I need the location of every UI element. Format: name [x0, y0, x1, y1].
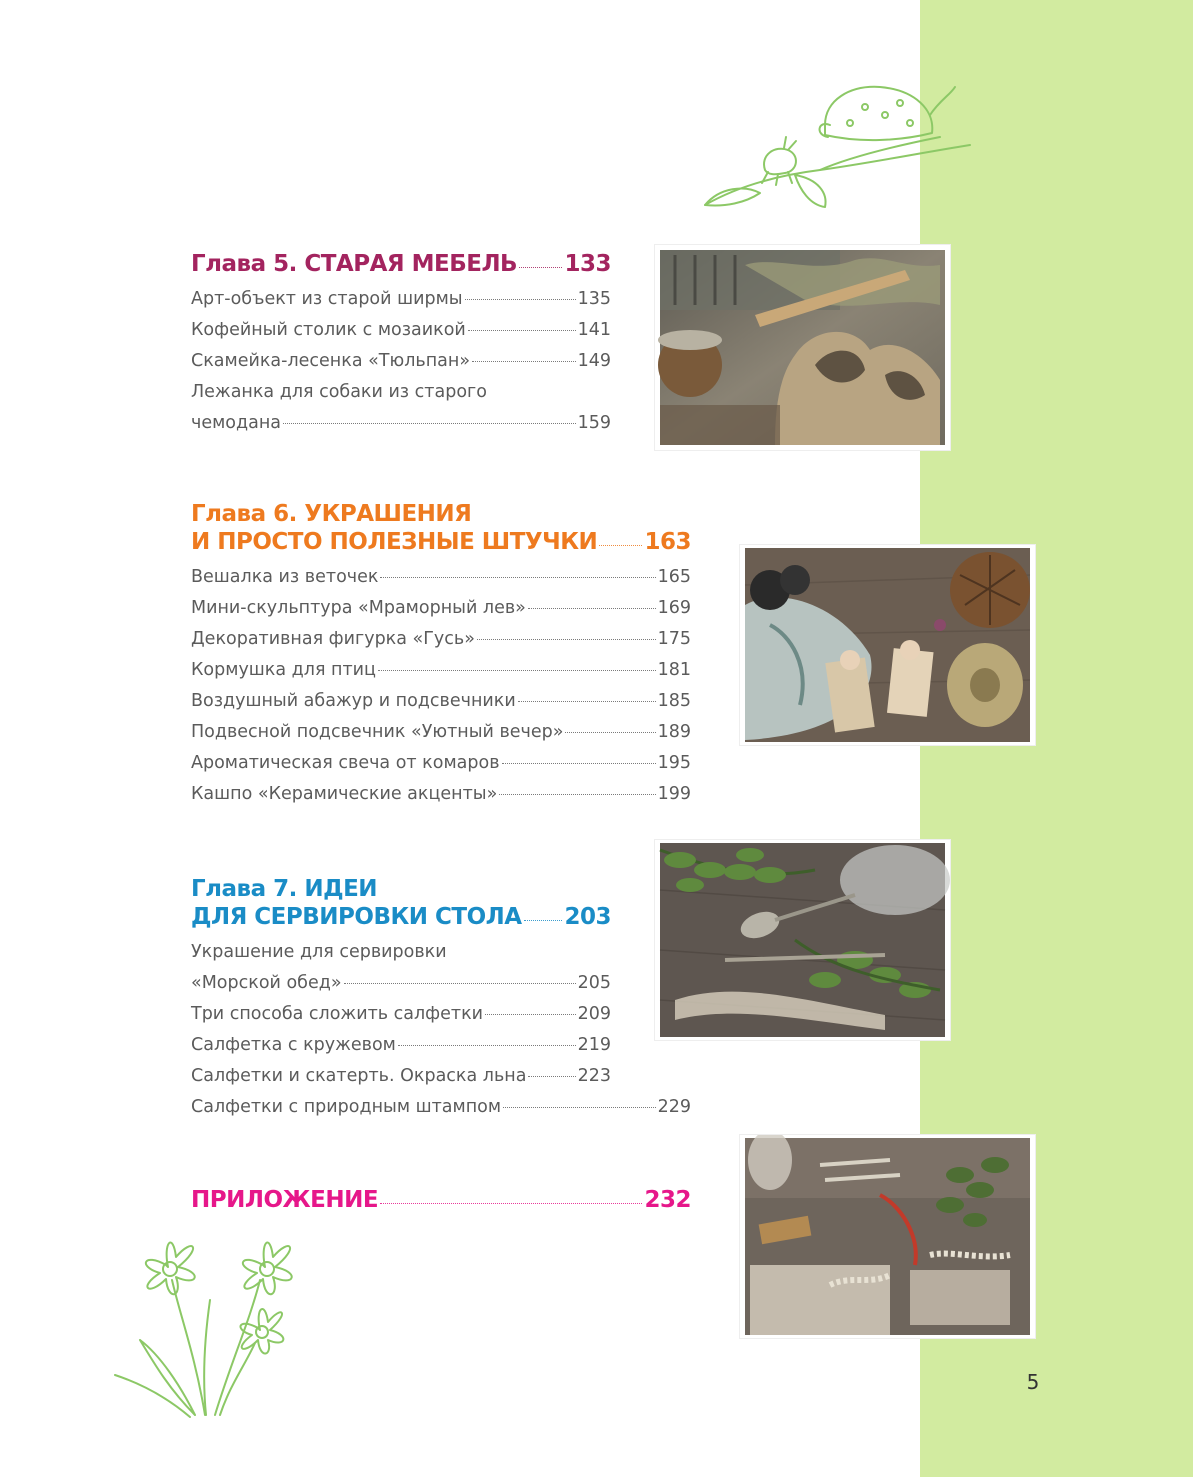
chapter-5	[191, 250, 611, 439]
appendix-title-text: ПРИЛОЖЕНИЕ	[191, 1187, 379, 1213]
dot-leader	[344, 983, 576, 984]
dot-leader	[380, 1203, 642, 1204]
entry-title: «Морской обед»	[191, 973, 342, 993]
toc-entry[interactable]	[191, 284, 611, 315]
entry-title-line[interactable]: Лежанка для собаки из старого	[191, 382, 487, 402]
toc-entry[interactable]	[191, 562, 691, 593]
entry-title: Декоративная фигурка «Гусь»	[191, 629, 475, 649]
entry-title: Скамейка-лесенка «Тюльпан»	[191, 351, 471, 371]
entry-page: 223	[577, 1066, 611, 1086]
entry-page: 165	[657, 567, 691, 587]
entry-title-line[interactable]: Украшение для сервировки	[191, 942, 447, 962]
entry-title: Салфетки с природным штампом	[191, 1097, 502, 1117]
toc-entry[interactable]	[191, 593, 691, 624]
chapter-6-title[interactable]	[191, 528, 691, 556]
entry-title: Кормушка для птиц	[191, 660, 376, 680]
toc-entry[interactable]	[191, 1061, 611, 1092]
entry-title: Арт-объект из старой ширмы	[191, 289, 463, 309]
entry-page: 175	[657, 629, 691, 649]
dot-leader	[477, 639, 656, 640]
photo-decorations	[740, 545, 1035, 745]
entry-page: 141	[577, 320, 611, 340]
photo-table-setting	[655, 840, 950, 1040]
dot-leader	[283, 423, 576, 424]
dot-leader	[398, 1045, 576, 1046]
chapter-6-title-line-1[interactable]: Глава 6. УКРАШЕНИЯ	[191, 501, 472, 527]
entry-page: 185	[657, 691, 691, 711]
toc-entry[interactable]	[191, 779, 691, 810]
toc-entry[interactable]	[191, 968, 611, 999]
chapter-7-title[interactable]	[191, 903, 611, 931]
dot-leader	[528, 1076, 575, 1077]
chapter-7-title-text: ДЛЯ СЕРВИРОВКИ СТОЛА	[191, 904, 522, 930]
entry-title: Мини-скульптура «Мраморный лев»	[191, 598, 526, 618]
entry-title: Кашпо «Керамические акценты»	[191, 784, 498, 804]
entry-page: 219	[577, 1035, 611, 1055]
dot-leader	[565, 732, 655, 733]
entry-page: 181	[657, 660, 691, 680]
entry-page: 195	[657, 753, 691, 773]
entry-page: 209	[577, 1004, 611, 1024]
appendix-page: 232	[644, 1187, 691, 1213]
dot-leader	[380, 577, 655, 578]
entry-title: Воздушный абажур и подсвечники	[191, 691, 516, 711]
dot-leader	[519, 267, 562, 268]
dot-leader	[528, 608, 656, 609]
toc-entry[interactable]	[191, 655, 691, 686]
page-number: 5	[1026, 1370, 1040, 1394]
entry-page: 199	[657, 784, 691, 804]
toc-entry[interactable]	[191, 999, 611, 1030]
dot-leader	[499, 794, 655, 795]
toc-entry[interactable]	[191, 717, 691, 748]
chapter-5-page: 133	[564, 251, 611, 277]
chapter-7-title-line-1[interactable]: Глава 7. ИДЕИ	[191, 876, 378, 902]
entry-page: 205	[577, 973, 611, 993]
entry-title: Три способа сложить салфетки	[191, 1004, 484, 1024]
dot-leader	[472, 361, 576, 362]
appendix-title[interactable]	[191, 1186, 691, 1214]
ladybug-doodle-icon	[700, 75, 980, 215]
entry-title: Подвесной подсвечник «Уютный вечер»	[191, 722, 564, 742]
toc-entry[interactable]	[191, 624, 691, 655]
dot-leader	[524, 920, 563, 921]
chapter-5-title-text: Глава 5. СТАРАЯ МЕБЕЛЬ	[191, 251, 518, 277]
chapter-7	[191, 875, 691, 1123]
toc-entry[interactable]	[191, 1030, 611, 1061]
chapter-7-page: 203	[564, 904, 611, 930]
toc-entry[interactable]	[191, 686, 691, 717]
dot-leader	[599, 545, 642, 546]
toc-entry[interactable]	[191, 315, 611, 346]
dot-leader	[465, 299, 576, 300]
dot-leader	[468, 330, 576, 331]
dot-leader	[378, 670, 656, 671]
entry-page: 135	[577, 289, 611, 309]
entry-page: 169	[657, 598, 691, 618]
dot-leader	[518, 701, 656, 702]
toc-entry[interactable]	[191, 346, 611, 377]
toc-entry[interactable]	[191, 748, 691, 779]
entry-page: 149	[577, 351, 611, 371]
entry-page: 159	[577, 413, 611, 433]
toc-entry[interactable]	[191, 1092, 691, 1123]
chapter-5-title[interactable]	[191, 250, 611, 278]
toc-entry[interactable]	[191, 408, 611, 439]
entry-title: Вешалка из веточек	[191, 567, 379, 587]
photo-appendix	[740, 1135, 1035, 1338]
chapter-6-title-text: И ПРОСТО ПОЛЕЗНЫЕ ШТУЧКИ	[191, 529, 598, 555]
chapter-6-page: 163	[644, 529, 691, 555]
entry-page: 189	[657, 722, 691, 742]
photo-old-furniture	[655, 245, 950, 450]
flower-doodle-icon	[110, 1225, 310, 1420]
dot-leader	[502, 763, 656, 764]
entry-title: Кофейный столик с мозаикой	[191, 320, 466, 340]
appendix	[191, 1186, 691, 1214]
dot-leader	[485, 1014, 576, 1015]
chapter-6	[191, 500, 691, 810]
entry-title: Ароматическая свеча от комаров	[191, 753, 500, 773]
entry-title: Салфетка с кружевом	[191, 1035, 396, 1055]
entry-page: 229	[657, 1097, 691, 1117]
dot-leader	[503, 1107, 656, 1108]
entry-title: Салфетки и скатерть. Окраска льна	[191, 1066, 527, 1086]
entry-title: чемодана	[191, 413, 282, 433]
